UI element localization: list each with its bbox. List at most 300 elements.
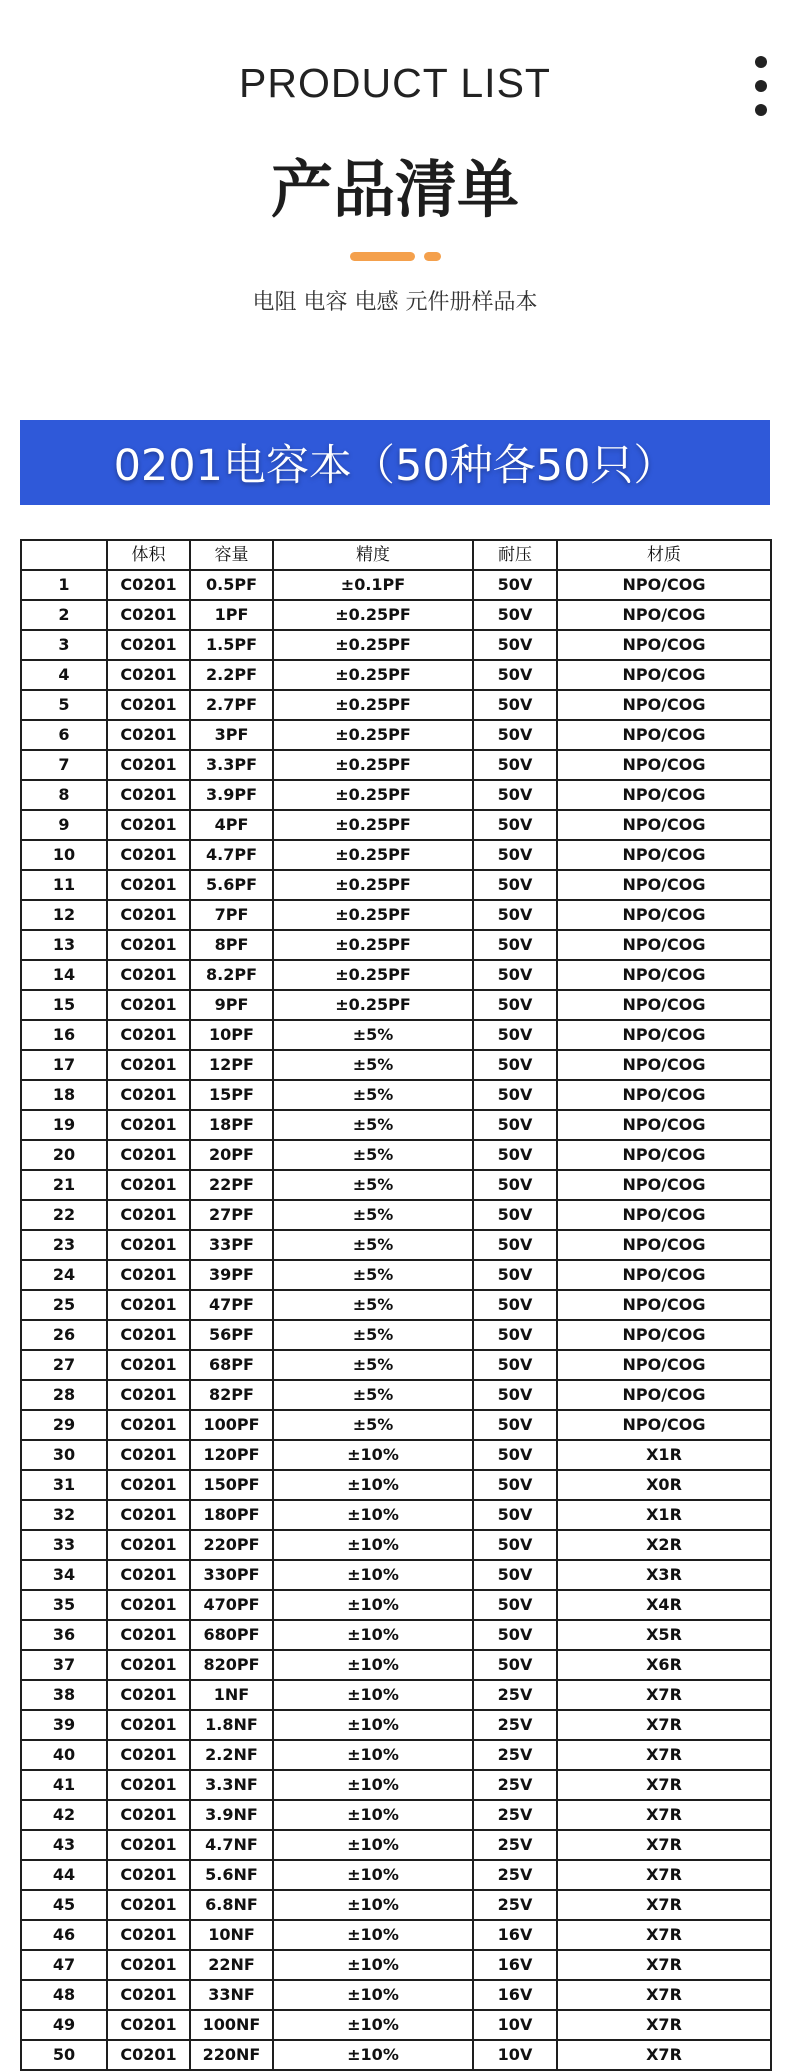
table-row (21, 1680, 771, 1710)
cell-material: NPO/COG (557, 1380, 771, 1410)
cell-material: X7R (557, 1950, 771, 1980)
cell-index: 3 (21, 630, 107, 660)
cell-tolerance: ±0.25PF (273, 810, 473, 840)
cell-voltage: 50V (473, 1230, 557, 1260)
table-header-row (21, 540, 771, 570)
cell-capacitance: 10PF (190, 1020, 273, 1050)
table-row (21, 840, 771, 870)
cell-tolerance: ±10% (273, 1710, 473, 1740)
cell-size: C0201 (107, 1230, 190, 1260)
cell-material: X7R (557, 1800, 771, 1830)
cell-tolerance: ±10% (273, 1830, 473, 1860)
cell-index: 38 (21, 1680, 107, 1710)
cell-size: C0201 (107, 1380, 190, 1410)
cell-voltage: 16V (473, 1980, 557, 2010)
cell-index: 18 (21, 1080, 107, 1110)
cell-material: X7R (557, 2010, 771, 2040)
cell-voltage: 50V (473, 600, 557, 630)
cell-capacitance: 18PF (190, 1110, 273, 1140)
cell-material: X7R (557, 1770, 771, 1800)
cell-index: 6 (21, 720, 107, 750)
cell-index: 11 (21, 870, 107, 900)
column-header-tolerance: 精度 (273, 540, 473, 570)
cell-material: NPO/COG (557, 1020, 771, 1050)
column-header-material: 材质 (557, 540, 771, 570)
cell-index: 27 (21, 1350, 107, 1380)
cell-tolerance: ±10% (273, 1890, 473, 1920)
cell-size: C0201 (107, 1890, 190, 1920)
table-row (21, 1830, 771, 1860)
column-header-capacitance: 容量 (190, 540, 273, 570)
cell-index: 5 (21, 690, 107, 720)
column-header-size: 体积 (107, 540, 190, 570)
cell-voltage: 50V (473, 780, 557, 810)
table-row (21, 1200, 771, 1230)
cell-index: 45 (21, 1890, 107, 1920)
cell-tolerance: ±0.25PF (273, 840, 473, 870)
cell-material: X2R (557, 1530, 771, 1560)
table-row (21, 1710, 771, 1740)
cell-tolerance: ±5% (273, 1320, 473, 1350)
cell-tolerance: ±5% (273, 1200, 473, 1230)
cell-index: 40 (21, 1740, 107, 1770)
table-row (21, 1320, 771, 1350)
cell-index: 44 (21, 1860, 107, 1890)
page-header (0, 0, 790, 330)
cell-size: C0201 (107, 1740, 190, 1770)
cell-capacitance: 15PF (190, 1080, 273, 1110)
cell-capacitance: 3.9NF (190, 1800, 273, 1830)
cell-tolerance: ±10% (273, 1800, 473, 1830)
cell-capacitance: 39PF (190, 1260, 273, 1290)
cell-index: 35 (21, 1590, 107, 1620)
cell-tolerance: ±0.25PF (273, 870, 473, 900)
cell-tolerance: ±5% (273, 1050, 473, 1080)
cell-tolerance: ±10% (273, 1590, 473, 1620)
table-row (21, 1050, 771, 1080)
cell-size: C0201 (107, 1410, 190, 1440)
cell-voltage: 50V (473, 960, 557, 990)
cell-voltage: 10V (473, 2010, 557, 2040)
cell-tolerance: ±5% (273, 1020, 473, 1050)
cell-index: 47 (21, 1950, 107, 1980)
cell-index: 32 (21, 1500, 107, 1530)
cell-size: C0201 (107, 570, 190, 600)
cell-capacitance: 47PF (190, 1290, 273, 1320)
cell-capacitance: 2.2PF (190, 660, 273, 690)
cell-index: 42 (21, 1800, 107, 1830)
cell-voltage: 50V (473, 900, 557, 930)
cell-capacitance: 9PF (190, 990, 273, 1020)
cell-tolerance: ±5% (273, 1170, 473, 1200)
cell-material: NPO/COG (557, 1200, 771, 1230)
cell-material: X1R (557, 1500, 771, 1530)
table-body (21, 570, 771, 2070)
table-row (21, 1650, 771, 1680)
cell-material: NPO/COG (557, 900, 771, 930)
cell-size: C0201 (107, 780, 190, 810)
cell-size: C0201 (107, 810, 190, 840)
column-header-voltage: 耐压 (473, 540, 557, 570)
cell-tolerance: ±5% (273, 1260, 473, 1290)
cell-tolerance: ±5% (273, 1110, 473, 1140)
cell-voltage: 10V (473, 2040, 557, 2070)
cell-capacitance: 100NF (190, 2010, 273, 2040)
table-row (21, 810, 771, 840)
cell-capacitance: 220PF (190, 1530, 273, 1560)
cell-voltage: 50V (473, 1200, 557, 1230)
cell-capacitance: 3.3PF (190, 750, 273, 780)
cell-index: 37 (21, 1650, 107, 1680)
table-row (21, 1290, 771, 1320)
cell-tolerance: ±10% (273, 2010, 473, 2040)
cell-tolerance: ±10% (273, 1770, 473, 1800)
cell-index: 9 (21, 810, 107, 840)
cell-size: C0201 (107, 990, 190, 1020)
cell-index: 46 (21, 1920, 107, 1950)
cell-capacitance: 20PF (190, 1140, 273, 1170)
cell-voltage: 25V (473, 1830, 557, 1860)
cell-size: C0201 (107, 1140, 190, 1170)
table-row (21, 1140, 771, 1170)
table-row (21, 2040, 771, 2070)
cell-voltage: 50V (473, 1500, 557, 1530)
cell-index: 31 (21, 1470, 107, 1500)
cell-capacitance: 1NF (190, 1680, 273, 1710)
cell-capacitance: 1PF (190, 600, 273, 630)
cell-voltage: 50V (473, 1380, 557, 1410)
table-row (21, 1230, 771, 1260)
cell-capacitance: 1.5PF (190, 630, 273, 660)
cell-capacitance: 7PF (190, 900, 273, 930)
table-row (21, 1260, 771, 1290)
cell-capacitance: 8PF (190, 930, 273, 960)
table-row (21, 960, 771, 990)
cell-tolerance: ±10% (273, 1560, 473, 1590)
cell-voltage: 50V (473, 1050, 557, 1080)
cell-tolerance: ±10% (273, 1650, 473, 1680)
cell-size: C0201 (107, 1440, 190, 1470)
cell-index: 25 (21, 1290, 107, 1320)
table-row (21, 570, 771, 600)
column-header-index (21, 540, 107, 570)
cell-size: C0201 (107, 1500, 190, 1530)
cell-material: NPO/COG (557, 1050, 771, 1080)
cell-size: C0201 (107, 750, 190, 780)
cell-material: X7R (557, 1890, 771, 1920)
cell-capacitance: 3PF (190, 720, 273, 750)
cell-material: X7R (557, 1830, 771, 1860)
cell-size: C0201 (107, 630, 190, 660)
cell-material: NPO/COG (557, 1170, 771, 1200)
cell-material: NPO/COG (557, 1320, 771, 1350)
table-row (21, 750, 771, 780)
cell-size: C0201 (107, 1710, 190, 1740)
cell-capacitance: 10NF (190, 1920, 273, 1950)
cell-tolerance: ±5% (273, 1410, 473, 1440)
cell-material: NPO/COG (557, 930, 771, 960)
cell-material: NPO/COG (557, 630, 771, 660)
cell-index: 49 (21, 2010, 107, 2040)
table-row (21, 720, 771, 750)
cell-tolerance: ±10% (273, 1980, 473, 2010)
cell-voltage: 16V (473, 1920, 557, 1950)
cell-voltage: 50V (473, 1470, 557, 1500)
table-row (21, 1530, 771, 1560)
cell-voltage: 50V (473, 750, 557, 780)
cell-size: C0201 (107, 1020, 190, 1050)
table-row (21, 930, 771, 960)
cell-capacitance: 56PF (190, 1320, 273, 1350)
cell-index: 13 (21, 930, 107, 960)
cell-tolerance: ±5% (273, 1230, 473, 1260)
cell-capacitance: 27PF (190, 1200, 273, 1230)
cell-voltage: 50V (473, 1620, 557, 1650)
cell-material: NPO/COG (557, 1260, 771, 1290)
table-row (21, 600, 771, 630)
cell-material: NPO/COG (557, 600, 771, 630)
cell-size: C0201 (107, 1200, 190, 1230)
cell-voltage: 50V (473, 1530, 557, 1560)
cell-voltage: 50V (473, 1560, 557, 1590)
cell-voltage: 50V (473, 570, 557, 600)
cell-capacitance: 5.6NF (190, 1860, 273, 1890)
cell-size: C0201 (107, 1770, 190, 1800)
cell-tolerance: ±5% (273, 1380, 473, 1410)
cell-material: NPO/COG (557, 1410, 771, 1440)
cell-material: NPO/COG (557, 750, 771, 780)
cell-tolerance: ±10% (273, 1680, 473, 1710)
table-row (21, 660, 771, 690)
cell-voltage: 50V (473, 1110, 557, 1140)
cell-material: X6R (557, 1650, 771, 1680)
cell-index: 1 (21, 570, 107, 600)
product-table (20, 539, 772, 2071)
cell-material: X7R (557, 1920, 771, 1950)
cell-size: C0201 (107, 1650, 190, 1680)
table-row (21, 990, 771, 1020)
table-row (21, 2010, 771, 2040)
cell-material: NPO/COG (557, 840, 771, 870)
cell-index: 28 (21, 1380, 107, 1410)
cell-material: NPO/COG (557, 1230, 771, 1260)
cell-capacitance: 330PF (190, 1560, 273, 1590)
cell-tolerance: ±10% (273, 1920, 473, 1950)
cell-size: C0201 (107, 1830, 190, 1860)
cell-tolerance: ±10% (273, 1620, 473, 1650)
cell-tolerance: ±10% (273, 1950, 473, 1980)
title-accent-bar (350, 252, 415, 261)
cell-size: C0201 (107, 600, 190, 630)
cell-index: 14 (21, 960, 107, 990)
cell-size: C0201 (107, 840, 190, 870)
cell-size: C0201 (107, 1590, 190, 1620)
cell-index: 30 (21, 1440, 107, 1470)
cell-material: NPO/COG (557, 1290, 771, 1320)
cell-tolerance: ±10% (273, 1530, 473, 1560)
cell-voltage: 25V (473, 1680, 557, 1710)
cell-capacitance: 22NF (190, 1950, 273, 1980)
cell-material: NPO/COG (557, 660, 771, 690)
table-row (21, 1380, 771, 1410)
cell-capacitance: 4.7NF (190, 1830, 273, 1860)
cell-material: X3R (557, 1560, 771, 1590)
cell-index: 4 (21, 660, 107, 690)
cell-material: NPO/COG (557, 720, 771, 750)
cell-voltage: 50V (473, 930, 557, 960)
cell-voltage: 50V (473, 1170, 557, 1200)
cell-index: 36 (21, 1620, 107, 1650)
table-row (21, 1740, 771, 1770)
cell-material: NPO/COG (557, 810, 771, 840)
table-row (21, 1440, 771, 1470)
cell-index: 29 (21, 1410, 107, 1440)
cell-capacitance: 4PF (190, 810, 273, 840)
cell-index: 24 (21, 1260, 107, 1290)
cell-size: C0201 (107, 2010, 190, 2040)
cell-voltage: 25V (473, 1770, 557, 1800)
cell-voltage: 50V (473, 1350, 557, 1380)
table-row (21, 1770, 771, 1800)
cell-size: C0201 (107, 1680, 190, 1710)
cell-size: C0201 (107, 930, 190, 960)
cell-tolerance: ±0.1PF (273, 570, 473, 600)
cell-capacitance: 22PF (190, 1170, 273, 1200)
cell-index: 16 (21, 1020, 107, 1050)
cell-voltage: 50V (473, 630, 557, 660)
cell-material: NPO/COG (557, 570, 771, 600)
cell-voltage: 50V (473, 840, 557, 870)
cell-voltage: 50V (473, 1320, 557, 1350)
cell-capacitance: 470PF (190, 1590, 273, 1620)
cell-material: X7R (557, 1860, 771, 1890)
cell-material: X7R (557, 1740, 771, 1770)
cell-voltage: 50V (473, 1650, 557, 1680)
cell-tolerance: ±0.25PF (273, 630, 473, 660)
cell-size: C0201 (107, 900, 190, 930)
cell-capacitance: 12PF (190, 1050, 273, 1080)
cell-voltage: 50V (473, 1080, 557, 1110)
cell-size: C0201 (107, 870, 190, 900)
table-row (21, 1410, 771, 1440)
cell-capacitance: 3.3NF (190, 1770, 273, 1800)
cell-index: 33 (21, 1530, 107, 1560)
cell-index: 7 (21, 750, 107, 780)
cell-size: C0201 (107, 660, 190, 690)
cell-size: C0201 (107, 1110, 190, 1140)
cell-voltage: 25V (473, 1860, 557, 1890)
table-row (21, 1020, 771, 1050)
cell-size: C0201 (107, 1800, 190, 1830)
cell-size: C0201 (107, 960, 190, 990)
cell-index: 8 (21, 780, 107, 810)
table-row (21, 1560, 771, 1590)
cell-tolerance: ±0.25PF (273, 900, 473, 930)
table-row (21, 1470, 771, 1500)
cell-tolerance: ±5% (273, 1290, 473, 1320)
cell-size: C0201 (107, 1980, 190, 2010)
table-row (21, 1890, 771, 1920)
more-vertical-icon[interactable] (748, 56, 774, 116)
cell-voltage: 50V (473, 720, 557, 750)
title-accent-dot (424, 252, 441, 261)
cell-capacitance: 6.8NF (190, 1890, 273, 1920)
section-banner (20, 420, 770, 505)
cell-capacitance: 100PF (190, 1410, 273, 1440)
cell-capacitance: 180PF (190, 1500, 273, 1530)
table-row (21, 1800, 771, 1830)
cell-index: 21 (21, 1170, 107, 1200)
cell-index: 17 (21, 1050, 107, 1080)
table-row (21, 1950, 771, 1980)
cell-size: C0201 (107, 1080, 190, 1110)
cell-material: X7R (557, 1680, 771, 1710)
cell-size: C0201 (107, 2040, 190, 2070)
cell-material: X7R (557, 1710, 771, 1740)
cell-voltage: 25V (473, 1890, 557, 1920)
cell-capacitance: 680PF (190, 1620, 273, 1650)
cell-tolerance: ±0.25PF (273, 930, 473, 960)
table-row (21, 690, 771, 720)
cell-material: NPO/COG (557, 1110, 771, 1140)
page-title-en: PRODUCT LIST (239, 60, 551, 106)
cell-size: C0201 (107, 1620, 190, 1650)
cell-tolerance: ±0.25PF (273, 660, 473, 690)
cell-material: NPO/COG (557, 1140, 771, 1170)
cell-material: NPO/COG (557, 870, 771, 900)
cell-material: X5R (557, 1620, 771, 1650)
cell-index: 20 (21, 1140, 107, 1170)
cell-index: 39 (21, 1710, 107, 1740)
cell-size: C0201 (107, 1350, 190, 1380)
cell-size: C0201 (107, 1320, 190, 1350)
table-row (21, 900, 771, 930)
cell-index: 19 (21, 1110, 107, 1140)
cell-tolerance: ±10% (273, 1470, 473, 1500)
cell-material: X4R (557, 1590, 771, 1620)
table-row (21, 630, 771, 660)
section-banner-text: 0201电容本（50种各50只） (113, 441, 677, 491)
cell-voltage: 50V (473, 870, 557, 900)
cell-size: C0201 (107, 1860, 190, 1890)
cell-voltage: 50V (473, 1290, 557, 1320)
cell-capacitance: 33PF (190, 1230, 273, 1260)
cell-tolerance: ±10% (273, 1860, 473, 1890)
cell-tolerance: ±0.25PF (273, 990, 473, 1020)
cell-material: X0R (557, 1470, 771, 1500)
table-row (21, 1590, 771, 1620)
cell-index: 26 (21, 1320, 107, 1350)
cell-index: 12 (21, 900, 107, 930)
cell-capacitance: 150PF (190, 1470, 273, 1500)
cell-size: C0201 (107, 1170, 190, 1200)
cell-material: NPO/COG (557, 1350, 771, 1380)
cell-capacitance: 2.2NF (190, 1740, 273, 1770)
cell-tolerance: ±5% (273, 1350, 473, 1380)
cell-tolerance: ±5% (273, 1140, 473, 1170)
cell-material: X1R (557, 1440, 771, 1470)
table-row (21, 1620, 771, 1650)
cell-material: NPO/COG (557, 780, 771, 810)
cell-capacitance: 5.6PF (190, 870, 273, 900)
cell-capacitance: 33NF (190, 1980, 273, 2010)
cell-material: NPO/COG (557, 990, 771, 1020)
cell-tolerance: ±10% (273, 1500, 473, 1530)
cell-size: C0201 (107, 1950, 190, 1980)
cell-size: C0201 (107, 1560, 190, 1590)
cell-index: 10 (21, 840, 107, 870)
cell-tolerance: ±0.25PF (273, 600, 473, 630)
